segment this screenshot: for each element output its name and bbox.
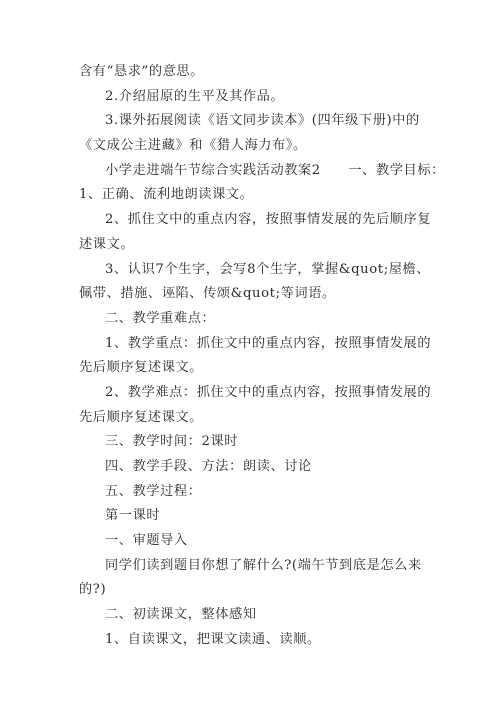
text-line: 佩带、措施、诬陷、传颂&quot;等词语。: [79, 286, 336, 302]
text-line: 1、自读课文，把课文读通、读顺。: [105, 631, 321, 647]
text-line: 3.课外拓展阅读《语文同步读本》(四年级下册)中的: [105, 113, 420, 129]
text-line: 三、教学时间：2课时: [105, 434, 239, 450]
text-line: 《文成公主进藏》和《猎人海力布》。: [79, 138, 307, 154]
text-line: 四、教学手段、方法：朗读、讨论: [105, 459, 312, 474]
text-line: 3、认识7个生字，会写8个生字，掌握&quot;屋檐、: [105, 261, 431, 277]
text-line: 先后顺序复述课文。: [79, 409, 204, 425]
text-line: 先后顺序复述课文。: [79, 360, 204, 376]
text-line: 二、初读课文，整体感知: [105, 607, 257, 623]
text-line: 含有“恳求”的意思。: [79, 64, 204, 79]
text-line: 1、正确、流利地朗读课文。: [79, 187, 254, 203]
text-line: 述课文。: [79, 236, 135, 252]
text-line: 1、教学重点：抓住文中的重点内容，按照事情发展的: [105, 335, 432, 351]
text-line: 2、抓住文中的重点内容，按照事情发展的先后顺序复: [105, 212, 432, 228]
text-line: 第一课时: [105, 508, 161, 524]
text-line: 同学们读到题目你想了解什么?(端午节到底是怎么来: [105, 557, 422, 573]
text-line: 的?): [79, 582, 107, 598]
document-body: [79, 60, 445, 653]
text-line: 2、教学难点：抓住文中的重点内容，按照事情发展的: [105, 384, 432, 400]
text-line: 一、审题导入: [105, 533, 188, 549]
text-line: 2.介绍屈原的生平及其作品。: [105, 88, 285, 104]
text-line: 二、教学重难点：: [105, 310, 216, 326]
text-line: 五、教学过程：: [105, 483, 202, 499]
section-heading-line: 小学走进端午节综合实践活动教案2 一、教学目标：: [105, 162, 445, 178]
